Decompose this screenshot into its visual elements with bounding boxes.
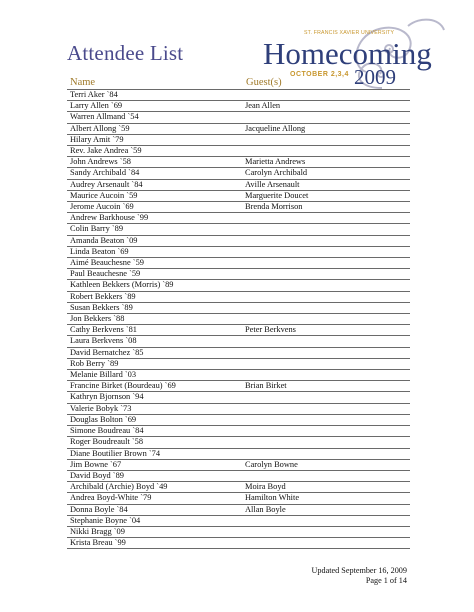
guest-name [242, 90, 410, 101]
attendee-name: Donna Boyle `84 [67, 504, 242, 515]
attendee-row [67, 101, 410, 112]
guest-name: Carolyn Bowne [242, 459, 410, 470]
attendee-name: Andrew Barkhouse `99 [67, 213, 242, 224]
column-header-name: Name [70, 77, 96, 88]
attendee-name: Susan Bekkers `89 [67, 302, 242, 313]
guest-name: Marietta Andrews [242, 157, 410, 168]
attendee-name: Jim Bowne `67 [67, 459, 242, 470]
attendee-name: John Andrews `58 [67, 157, 242, 168]
guest-name: Jacqueline Allong [242, 123, 410, 134]
attendee-row [67, 504, 410, 515]
guest-name: Carolyn Archibald [242, 168, 410, 179]
guest-name [242, 280, 410, 291]
guest-name: Brian Birket [242, 381, 410, 392]
attendee-row [67, 526, 410, 537]
guest-name [242, 370, 410, 381]
attendee-name: Archibald (Archie) Boyd `49 [67, 482, 242, 493]
attendee-name: Kathryn Bjornson `94 [67, 392, 242, 403]
guest-name [242, 146, 410, 157]
attendee-name: Douglas Bolton `69 [67, 414, 242, 425]
attendee-row [67, 370, 410, 381]
attendee-row [67, 459, 410, 470]
guest-name [242, 358, 410, 369]
attendee-name: Nikki Bragg `09 [67, 526, 242, 537]
attendee-name: Valerie Bobyk `73 [67, 403, 242, 414]
attendee-name: Andrea Boyd-White `79 [67, 493, 242, 504]
attendee-name: Stephanie Boyne `04 [67, 515, 242, 526]
attendee-name: Cathy Berkvens `81 [67, 325, 242, 336]
attendee-row [67, 168, 410, 179]
attendee-name: Albert Allong `59 [67, 123, 242, 134]
guest-name [242, 314, 410, 325]
guest-name [242, 112, 410, 123]
attendee-row [67, 190, 410, 201]
guest-name [242, 426, 410, 437]
attendee-row [67, 213, 410, 224]
attendee-row [67, 426, 410, 437]
attendee-name: Linda Beaton `69 [67, 246, 242, 257]
attendee-name: Amanda Beaton `09 [67, 235, 242, 246]
attendee-row [67, 302, 410, 313]
attendee-name: Audrey Arsenault `84 [67, 179, 242, 190]
attendee-row [67, 482, 410, 493]
page-number: Page 1 of 14 [365, 576, 407, 585]
attendee-row [67, 258, 410, 269]
attendee-row [67, 157, 410, 168]
attendee-name: Rob Berry `89 [67, 358, 242, 369]
attendee-row [67, 280, 410, 291]
guest-name: Brenda Morrison [242, 202, 410, 213]
attendee-name: Jerome Aucoin `69 [67, 202, 242, 213]
attendee-row [67, 358, 410, 369]
attendee-row [67, 269, 410, 280]
attendee-name: Paul Beauchesne `59 [67, 269, 242, 280]
attendee-row [67, 123, 410, 134]
attendee-name: Maurice Aucoin `59 [67, 190, 242, 201]
guest-name: Hamilton White [242, 493, 410, 504]
guest-name: Jean Allen [242, 101, 410, 112]
guest-name [242, 291, 410, 302]
attendee-row [67, 347, 410, 358]
attendee-row [67, 224, 410, 235]
guest-name [242, 134, 410, 145]
attendee-row [67, 134, 410, 145]
attendee-row [67, 235, 410, 246]
guest-name [242, 213, 410, 224]
attendee-row [67, 246, 410, 257]
guest-name [242, 336, 410, 347]
attendee-name: David Bernatchez `85 [67, 347, 242, 358]
attendee-name: Aimé Beauchesne `59 [67, 258, 242, 269]
attendee-name: Warren Allmand `54 [67, 112, 242, 123]
attendee-row [67, 448, 410, 459]
attendee-row [67, 470, 410, 481]
attendee-name: Diane Boutilier Brown `74 [67, 448, 242, 459]
attendee-name: Simone Boudreau `84 [67, 426, 242, 437]
attendee-name: Colin Barry `89 [67, 224, 242, 235]
page-title: Attendee List [67, 41, 184, 65]
attendee-row [67, 403, 410, 414]
guest-name [242, 392, 410, 403]
column-header-guests: Guest(s) [246, 77, 282, 88]
attendee-row [67, 515, 410, 526]
guest-name [242, 224, 410, 235]
guest-name [242, 302, 410, 313]
guest-name: Moira Boyd [242, 482, 410, 493]
guest-name: Allan Boyle [242, 504, 410, 515]
guest-name [242, 347, 410, 358]
attendee-row [67, 538, 410, 549]
guest-name: Aville Arsenault [242, 179, 410, 190]
guest-name: Peter Berkvens [242, 325, 410, 336]
attendee-name: Melanie Billard `03 [67, 370, 242, 381]
attendee-name: Robert Bekkers `89 [67, 291, 242, 302]
attendee-name: Krista Breau `99 [67, 538, 242, 549]
attendee-row [67, 202, 410, 213]
attendee-name: Kathleen Bekkers (Morris) `89 [67, 280, 242, 291]
attendee-row [67, 336, 410, 347]
attendee-name: Terri Aker `84 [67, 90, 242, 101]
attendee-row [67, 414, 410, 425]
attendee-row [67, 381, 410, 392]
attendee-name: Larry Allen `69 [67, 101, 242, 112]
logo-university: ST. FRANCIS XAVIER UNIVERSITY [304, 30, 395, 36]
logo-year: 2009 [354, 65, 396, 89]
guest-name [242, 246, 410, 257]
guest-name [242, 235, 410, 246]
page-footer [312, 566, 408, 586]
attendee-row [67, 291, 410, 302]
attendee-row [67, 314, 410, 325]
attendee-name: Laura Berkvens `08 [67, 336, 242, 347]
guest-name [242, 403, 410, 414]
logo-word: Homecoming [263, 36, 432, 71]
attendee-name: Sandy Archibald `84 [67, 168, 242, 179]
attendee-row [67, 493, 410, 504]
attendee-row [67, 146, 410, 157]
attendee-row [67, 112, 410, 123]
guest-name [242, 437, 410, 448]
attendee-row [67, 179, 410, 190]
guest-name [242, 258, 410, 269]
attendee-row [67, 392, 410, 403]
updated-date: Updated September 16, 2009 [311, 566, 407, 575]
guest-name [242, 414, 410, 425]
attendee-row [67, 90, 410, 101]
attendee-name: Roger Boudreault `58 [67, 437, 242, 448]
attendee-name: Rev. Jake Andrea `59 [67, 146, 242, 157]
attendee-table [67, 89, 410, 549]
attendee-name: David Boyd `89 [67, 470, 242, 481]
logo-dates: OCTOBER 2,3,4 [290, 71, 349, 78]
attendee-row [67, 325, 410, 336]
guest-name [242, 448, 410, 459]
guest-name [242, 526, 410, 537]
attendee-row [67, 437, 410, 448]
guest-name [242, 269, 410, 280]
guest-name [242, 470, 410, 481]
attendee-name: Francine Birket (Bourdeau) `69 [67, 381, 242, 392]
attendee-name: Jon Bekkers `88 [67, 314, 242, 325]
attendee-name: Hilary Amit `79 [67, 134, 242, 145]
guest-name: Marguerite Doucet [242, 190, 410, 201]
guest-name [242, 515, 410, 526]
guest-name [242, 538, 410, 549]
